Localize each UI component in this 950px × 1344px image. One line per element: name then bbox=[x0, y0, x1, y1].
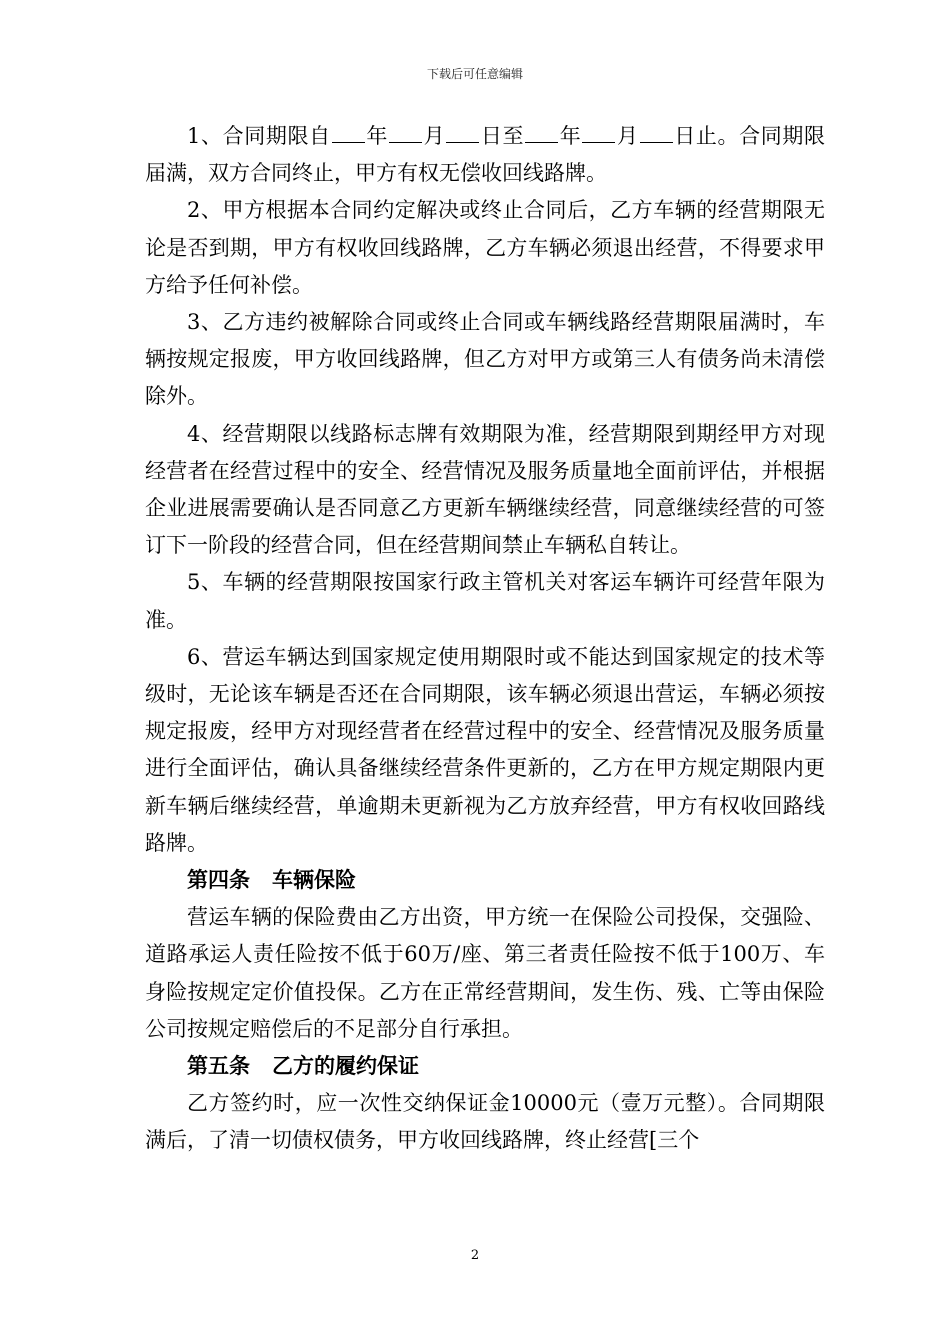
document-body bbox=[145, 118, 825, 1160]
blank-field bbox=[389, 124, 422, 143]
blank-field bbox=[582, 124, 615, 143]
blank-field bbox=[525, 124, 558, 143]
blank-field bbox=[446, 124, 479, 143]
clause-6: 6、营运车辆达到国家规定使用期限时或不能达到国家规定的技术等级时，无论该车辆是否还在合同期限，该车辆必须退出营运，车辆必须按规定报废，经甲方对现经营者在经营过程中的安全、经营情况及服务质量进行全面评估，确认具备继续经营条件更新的，乙方在甲方规定期限内更新车辆后继续经营，单逾期未更新视为乙方放弃经营，甲方有权收回路线路牌。 bbox=[145, 644, 825, 855]
page-number: 2 bbox=[470, 1248, 480, 1263]
clause-2: 2、甲方根据本合同约定解决或终止合同后，乙方车辆的经营期限无论是否到期，甲方有权收回线路牌，乙方车辆必须退出经营，不得要求甲方给予任何补偿。 bbox=[145, 198, 825, 297]
clause-1: 1、合同期限自 年 月 日至 年 月 日止。合同期限届满，双方合同终止，甲方有权无偿收回线路牌。 bbox=[145, 124, 825, 186]
blank-field bbox=[640, 124, 673, 143]
clause-4: 4、经营期限以线路标志牌有效期限为准，经营期限到期经甲方对现经营者在经营过程中的安全、经营情况及服务质量地全面前评估，并根据企业进展需要确认是否同意乙方更新车辆继续经营，同意继续经营的可签订下一阶段的经营合同，但在经营期间禁止车辆私自转让。 bbox=[145, 421, 825, 558]
clause-5: 5、车辆的经营期限按国家行政主管机关对客运车辆许可经营年限为准。 bbox=[145, 570, 825, 632]
article-4-text: 营运车辆的保险费由乙方出资，甲方统一在保险公司投保，交强险、道路承运人责任险按不低于60万/座、第三者责任险按不低于100万、车身险按规定定价值投保。乙方在正常经营期间，发生伤、残、亡等由保险公司按规定赔偿后的不足部分自行承担。 bbox=[145, 905, 825, 1041]
article-5-heading: 第五条 乙方的履约保证 bbox=[187, 1054, 419, 1079]
clause-3: 3、乙方违约被解除合同或终止合同或车辆线路经营期限届满时，车辆按规定报废，甲方收回线路牌，但乙方对甲方或第三人有债务尚未清偿除外。 bbox=[145, 310, 825, 409]
page-header: 下载后可任意编辑 bbox=[426, 67, 523, 81]
article-4-heading: 第四条 车辆保险 bbox=[187, 868, 356, 893]
blank-field bbox=[332, 124, 365, 143]
article-5-text: 乙方签约时，应一次性交纳保证金10000元（壹万元整）。合同期限满后，了清一切债权债务，甲方收回线路牌，终止经营[三个 bbox=[145, 1091, 825, 1153]
